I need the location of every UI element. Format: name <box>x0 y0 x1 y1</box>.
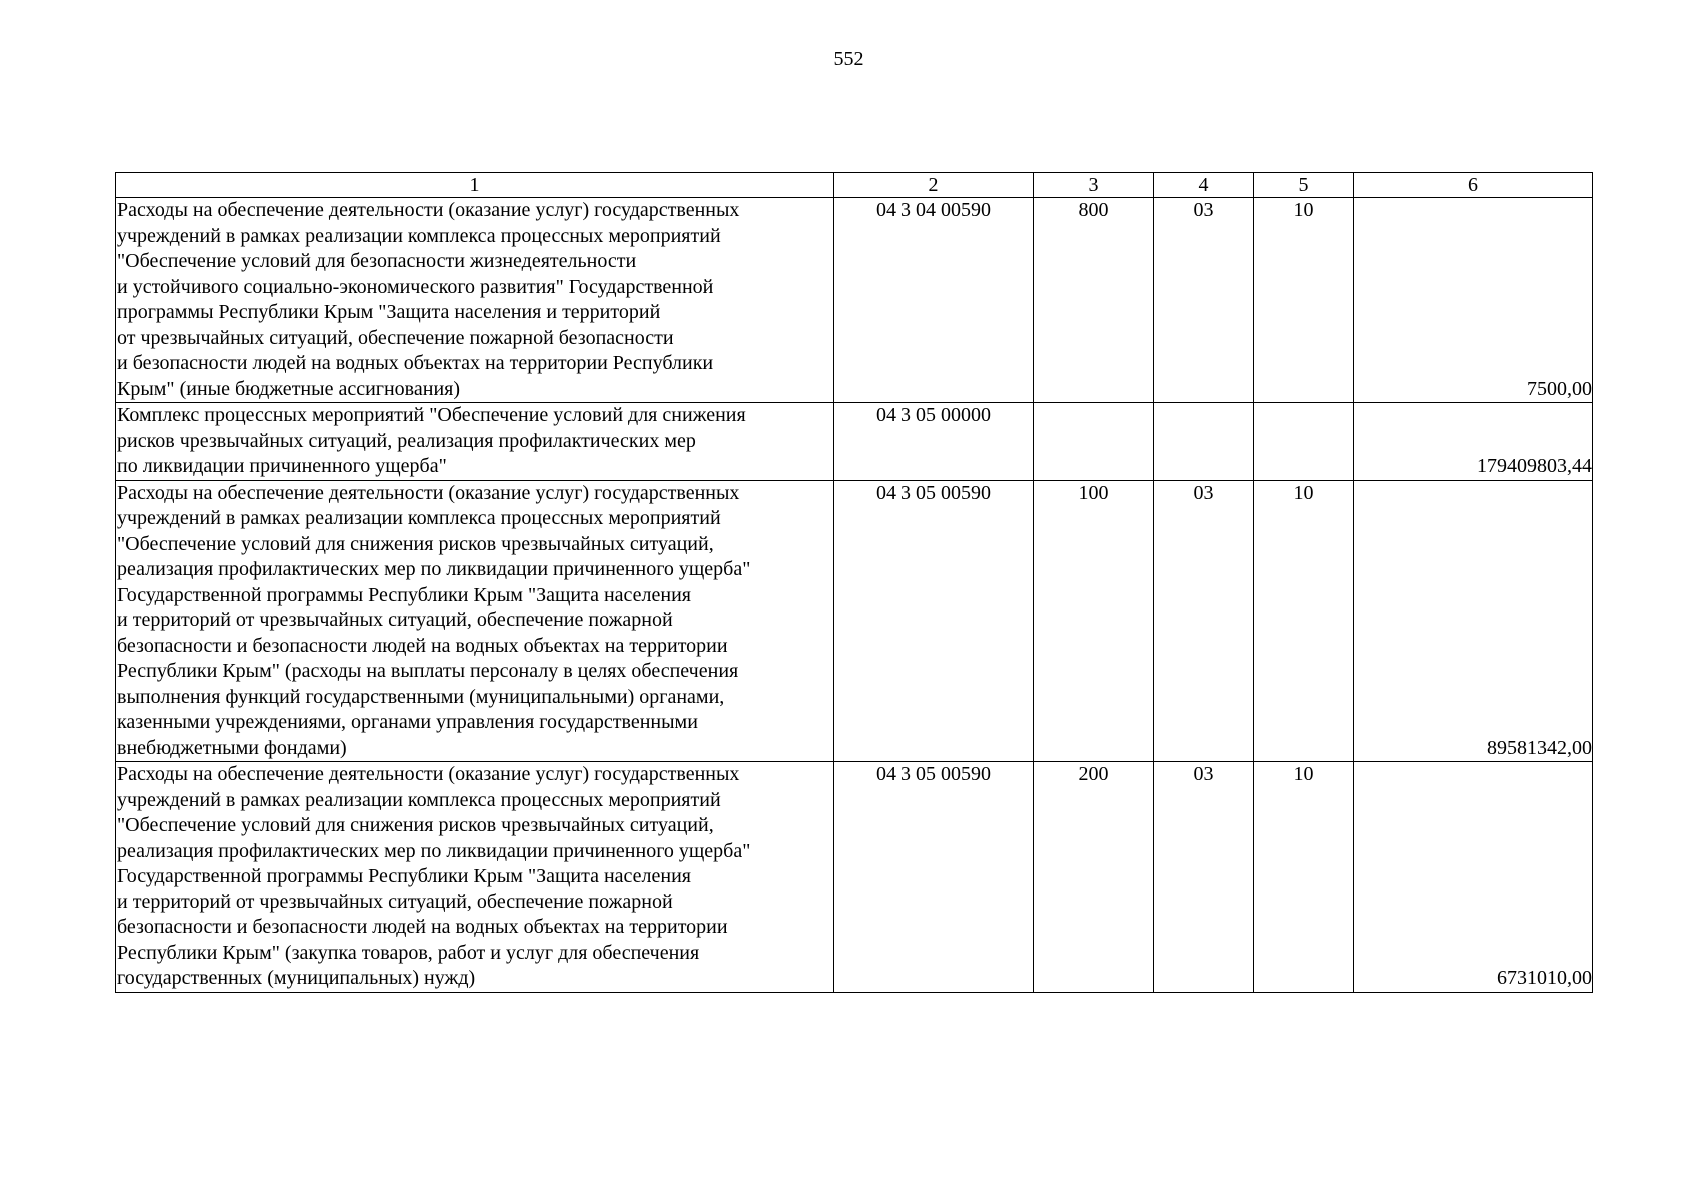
code-cell: 04 3 05 00000 <box>834 403 1034 481</box>
expense-type-cell: 200 <box>1034 762 1154 993</box>
code-cell: 04 3 05 00590 <box>834 762 1034 993</box>
description-line: Крым" (иные бюджетные ассигнования) <box>117 377 461 400</box>
code-cell: 04 3 05 00590 <box>834 480 1034 762</box>
amount-cell: 179409803,44 <box>1354 403 1593 481</box>
description-line: Комплекс процессных мероприятий "Обеспечение условий для снижения <box>117 404 746 426</box>
table-row <box>116 762 1593 993</box>
amount-cell: 7500,00 <box>1354 198 1593 403</box>
page-number: 552 <box>833 48 864 70</box>
table-row <box>116 403 1593 481</box>
amount-cell: 6731010,00 <box>1354 762 1593 993</box>
table-row <box>116 480 1593 762</box>
description-line: Расходы на обеспечение деятельности (оказание услуг) государственных <box>117 763 740 785</box>
description-cell <box>116 403 834 481</box>
subsection-cell: 10 <box>1254 480 1354 762</box>
description-line: реализация профилактических мер по ликвидации причиненного ущерба" <box>117 839 751 862</box>
description-line: Расходы на обеспечение деятельности (оказание услуг) государственных <box>117 199 740 221</box>
description-line: учреждений в рамках реализации комплекса процессных мероприятий <box>117 507 721 529</box>
description-line: программы Республики Крым "Защита населения и территорий <box>117 301 661 323</box>
description-line: безопасности и безопасности людей на водных объектах на территории <box>117 634 728 657</box>
description-line: учреждений в рамках реализации комплекса процессных мероприятий <box>117 788 721 811</box>
header-cell-1: 1 <box>116 173 834 198</box>
description-line: государственных (муниципальных) нужд) <box>117 967 476 989</box>
description-line: реализация профилактических мер по ликвидации причиненного ущерба" <box>117 558 751 580</box>
code-cell: 04 3 04 00590 <box>834 198 1034 403</box>
table-row <box>116 198 1593 403</box>
description-line: по ликвидации причиненного ущерба" <box>117 455 447 477</box>
section-cell: 03 <box>1154 198 1254 403</box>
description-line: безопасности и безопасности людей на водных объектах на территории <box>117 916 728 938</box>
description-cell <box>116 480 834 762</box>
description-line: внебюджетными фондами) <box>117 736 347 759</box>
description-line: Республики Крым" (закупка товаров, работ и услуг для обеспечения <box>117 941 700 964</box>
description-line: от чрезвычайных ситуаций, обеспечение пожарной безопасности <box>117 326 674 349</box>
amount-cell: 89581342,00 <box>1354 480 1593 762</box>
expense-type-cell: 100 <box>1034 480 1154 762</box>
section-cell <box>1154 403 1254 481</box>
description-cell <box>116 198 834 403</box>
subsection-cell: 10 <box>1254 762 1354 993</box>
budget-table <box>115 172 1593 993</box>
expense-type-cell <box>1034 403 1154 481</box>
subsection-cell <box>1254 403 1354 481</box>
description-line: "Обеспечение условий для снижения рисков чрезвычайных ситуаций, <box>117 532 714 555</box>
description-cell <box>116 762 834 993</box>
description-line: Республики Крым" (расходы на выплаты персоналу в целях обеспечения <box>117 660 739 682</box>
header-cell-6: 6 <box>1354 173 1593 198</box>
description-line: Расходы на обеспечение деятельности (оказание услуг) государственных <box>117 481 740 504</box>
description-line: "Обеспечение условий для снижения рисков чрезвычайных ситуаций, <box>117 814 714 836</box>
header-cell-3: 3 <box>1034 173 1154 198</box>
description-line: "Обеспечение условий для безопасности жизнедеятельности <box>117 250 637 272</box>
description-line: Государственной программы Республики Крым "Защита населения <box>117 865 692 887</box>
table-header-row <box>116 173 1593 198</box>
description-line: и территорий от чрезвычайных ситуаций, обеспечение пожарной <box>117 609 673 631</box>
header-cell-4: 4 <box>1154 173 1254 198</box>
description-line: и безопасности людей на водных объектах на территории Республики <box>117 352 714 374</box>
section-cell: 03 <box>1154 762 1254 993</box>
subsection-cell: 10 <box>1254 198 1354 403</box>
expense-type-cell: 800 <box>1034 198 1154 403</box>
description-line: казенными учреждениями, органами управления государственными <box>117 711 698 733</box>
description-line: и территорий от чрезвычайных ситуаций, обеспечение пожарной <box>117 890 673 913</box>
description-line: и устойчивого социально-экономического развития" Государственной <box>117 275 714 298</box>
description-line: выполнения функций государственными (муниципальными) органами, <box>117 685 725 708</box>
header-cell-2: 2 <box>834 173 1034 198</box>
description-line: Государственной программы Республики Крым "Защита населения <box>117 583 692 606</box>
header-cell-5: 5 <box>1254 173 1354 198</box>
description-line: учреждений в рамках реализации комплекса процессных мероприятий <box>117 224 721 247</box>
section-cell: 03 <box>1154 480 1254 762</box>
description-line: рисков чрезвычайных ситуаций, реализация профилактических мер <box>117 429 696 452</box>
